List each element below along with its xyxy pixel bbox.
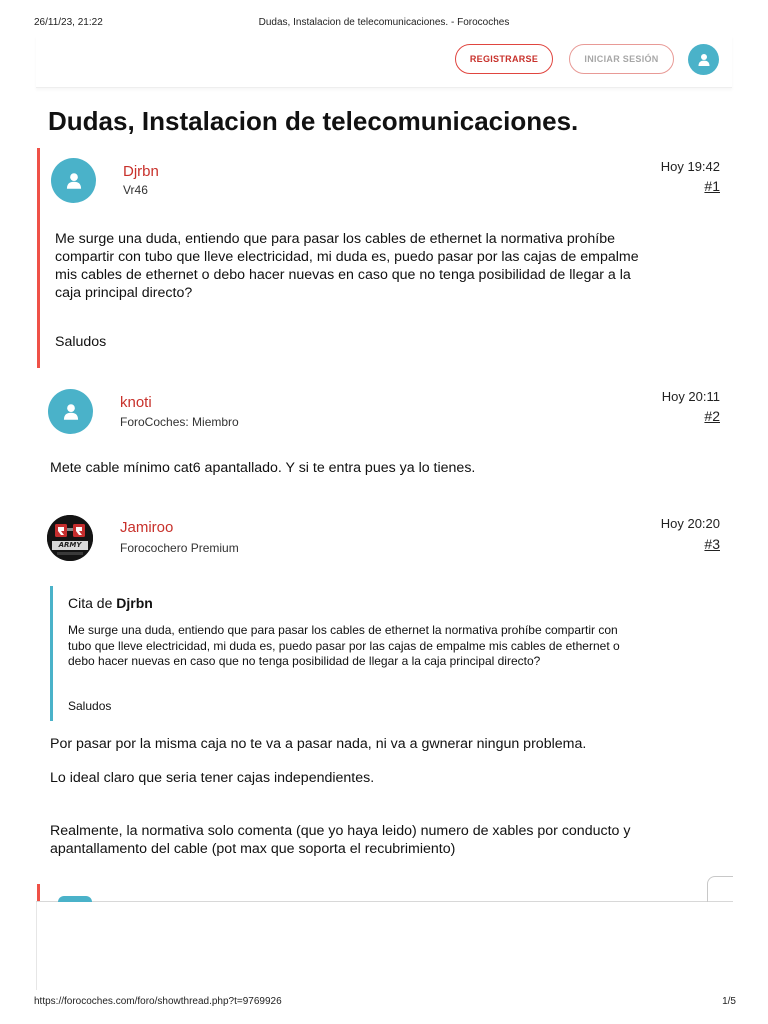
login-button[interactable]: INICIAR SESIÓN: [569, 44, 674, 74]
quote-header: [68, 595, 153, 611]
user-icon: [697, 53, 711, 67]
post-paragraph: Lo ideal claro que seria tener cajas independientes.: [50, 770, 375, 786]
print-datetime: 26/11/23, 21:22: [34, 17, 103, 28]
quote-line: debo hacer nuevas en caso que no tenga posibilidad de llegar a la caja principal directo?: [68, 654, 541, 668]
post-signoff: Saludos: [55, 334, 107, 350]
quote-signoff: Saludos: [68, 699, 112, 713]
post-author-role: ForoCoches: Miembro: [120, 415, 239, 429]
post-body-line: Me surge una duda, entiendo que para pasar los cables de ethernet la normativa prohíbe: [55, 231, 615, 247]
post-avatar[interactable]: [51, 158, 96, 203]
avatar-army-label: ARMY: [58, 541, 82, 549]
next-post-preview: [36, 876, 733, 902]
army-logo-icon: [47, 515, 93, 561]
post-avatar[interactable]: [48, 389, 93, 434]
post-author-role: Vr46: [123, 183, 148, 197]
register-button[interactable]: REGISTRARSE: [455, 44, 553, 74]
post-author-link[interactable]: Jamiroo: [120, 519, 174, 536]
post-body-line: compartir con tubo que lleve electricidad, mi duda es, puedo pasar por las cajas de empalme: [55, 249, 639, 265]
thread-title: Dudas, Instalacion de telecomunicaciones.: [48, 106, 579, 136]
post-number-link[interactable]: #3: [704, 536, 720, 552]
quote-block: [50, 586, 720, 721]
post-number-link[interactable]: #2: [704, 408, 720, 424]
post-menu-corner: [707, 876, 733, 902]
post-timestamp: Hoy 20:20: [660, 516, 720, 531]
post-body-line: caja principal directo?: [55, 285, 193, 301]
print-page-title: Dudas, Instalacion de telecomunicaciones. - Forocoches: [258, 17, 510, 28]
print-page-number: 1/5: [722, 996, 736, 1007]
post-author-link[interactable]: knoti: [120, 394, 152, 411]
post-author-role: Forocochero Premium: [120, 541, 239, 555]
post-avatar-partial: [58, 896, 92, 902]
quote-text: [68, 623, 708, 670]
user-icon: [62, 403, 80, 421]
quote-author: Djrbn: [116, 595, 153, 611]
user-account-button[interactable]: [688, 44, 719, 75]
user-icon: [65, 172, 83, 190]
print-header: [34, 17, 734, 31]
print-footer: [34, 996, 736, 1010]
print-url: https://forocoches.com/foro/showthread.php?t=9769926: [34, 996, 282, 1007]
post-timestamp: Hoy 19:42: [660, 159, 720, 174]
quote-line: tubo que lleve electricidad, mi duda es, puedo pasar por las cajas de empalme mis cables de ethernet o: [68, 638, 620, 653]
post-body-line: Realmente, la normativa solo comenta (que yo haya leido) numero de xables por conducto y: [50, 823, 631, 839]
post-body: [55, 230, 725, 302]
post-body-line: apantallamento del cable (pot max que soporta el recubrimiento): [50, 841, 456, 857]
page-edge-line: [36, 902, 37, 990]
post-paragraph: [50, 822, 730, 858]
post-body-line: mis cables de ethernet o debo hacer nuevas en caso que no tenga posibilidad de llegar a la: [55, 267, 631, 283]
post-body: Mete cable mínimo cat6 apantallado. Y si te entra pues ya lo tienes.: [50, 460, 476, 476]
top-bar: [36, 36, 732, 88]
post-author-link[interactable]: Djrbn: [123, 163, 159, 180]
post-highlight-bar: [37, 148, 40, 368]
post-avatar-army[interactable]: [47, 515, 93, 561]
post-timestamp: Hoy 20:11: [661, 389, 720, 404]
quote-line: Me surge una duda, entiendo que para pasar los cables de ethernet la normativa prohíbe compartir con: [68, 623, 618, 637]
post-paragraph: Por pasar por la misma caja no te va a pasar nada, ni va a gwnerar ningun problema.: [50, 736, 587, 752]
quote-prefix: Cita de: [68, 595, 113, 611]
post-number-link[interactable]: #1: [704, 178, 720, 194]
